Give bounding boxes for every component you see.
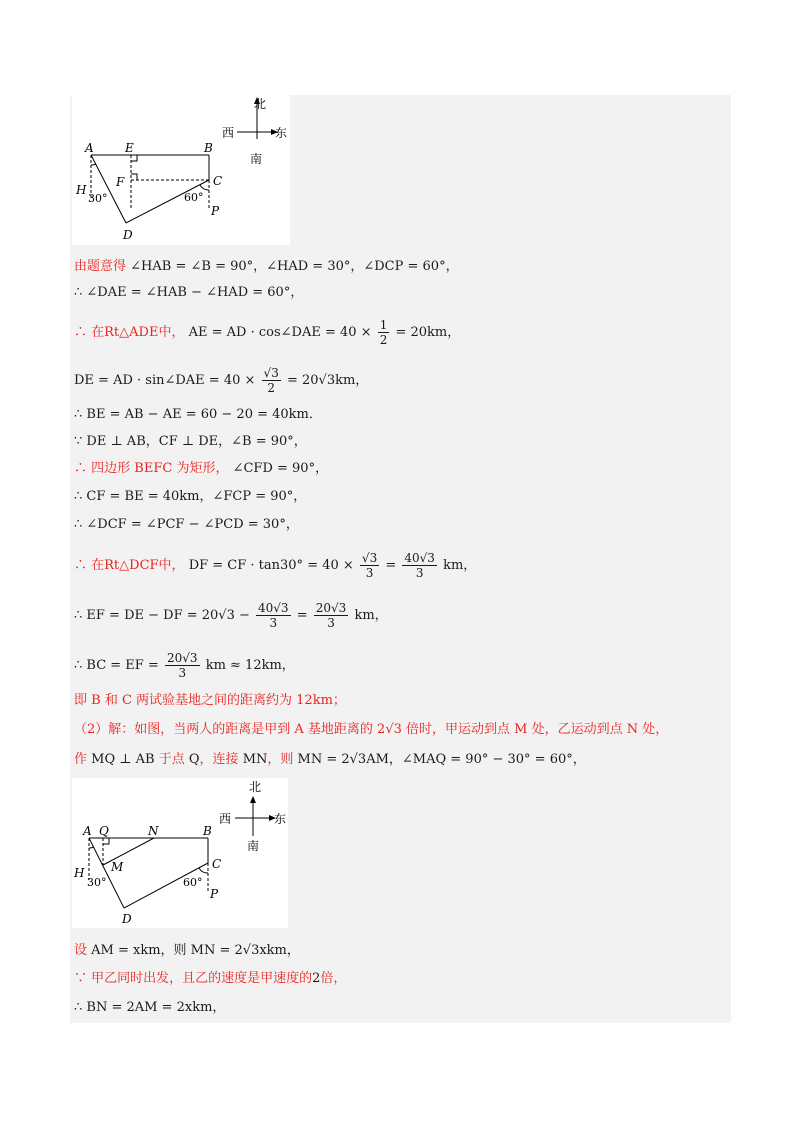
label-B: B — [203, 824, 212, 838]
label-M: M — [111, 860, 124, 874]
text-line-16 — [74, 942, 300, 960]
text-line-13: 即 B 和 C 两试验基地之间的距离约为 12km； — [74, 693, 346, 708]
geometry-figure-2 — [72, 778, 288, 928]
fraction-denominator: 3 — [327, 616, 335, 630]
label-C: C — [213, 174, 223, 188]
line-4-result: = 20√3km， — [286, 373, 369, 388]
angle-arc-C — [200, 185, 209, 190]
line-17-number: 2 — [312, 971, 321, 986]
geometry-figure-1 — [72, 95, 290, 245]
fraction-20root3-over-3 — [314, 601, 349, 630]
compass-east: 东 — [274, 812, 287, 826]
text-line-7 — [74, 460, 328, 478]
angle-label-30: 30° — [87, 876, 107, 889]
fraction-numerator: 40√3 — [258, 601, 289, 615]
compass-north: 北 — [254, 97, 267, 111]
right-angle-F — [131, 174, 137, 180]
fraction-numerator: 1 — [379, 318, 388, 332]
line-10-math: DF = CF · tan30° = 40 × — [188, 558, 354, 573]
text-line-8: ∴ CF = BE = 40km，∠FCP = 90°， — [74, 489, 307, 504]
fraction-denominator: 2 — [379, 333, 388, 347]
compass-west: 西 — [222, 126, 235, 140]
line-1-math: ∠HAB = ∠B = 90°，∠HAD = 30°，∠DCP = 60°， — [130, 259, 459, 274]
fraction-numerator: 20√3 — [166, 651, 198, 665]
line-3-result: = 20km， — [395, 325, 461, 340]
label-H: H — [74, 866, 85, 880]
right-angle-E — [131, 155, 137, 161]
line-7-math: ∠CFD = 90°， — [232, 461, 329, 476]
text-line-11 — [74, 601, 388, 630]
text-line-10 — [74, 551, 476, 580]
text-line-3 — [74, 318, 460, 347]
fraction-40root3-over-3 — [402, 551, 437, 580]
text-line-14: （2）解：如图，当两人的距离是甲到 A 基地距离的 2√3 倍时，甲运动到点 M 处，乙运动到点 N 处， — [74, 722, 669, 737]
fraction-denominator: 3 — [415, 566, 424, 580]
fraction-40root3-over-3 — [256, 601, 291, 630]
fraction-one-half — [378, 318, 390, 347]
line-15-f: MN — [242, 752, 268, 767]
line-15-e: ，连接 — [199, 752, 239, 767]
text-line-5: ∴ BE = AB − AE = 60 − 20 = 40km． — [74, 407, 322, 422]
text-line-9: ∴ ∠DCF = ∠PCF − ∠PCD = 30°， — [74, 517, 299, 532]
fraction-numerator: √3 — [361, 551, 378, 565]
right-angle-Q — [103, 838, 109, 844]
line-10-prefix: ∴ 在 — [74, 558, 105, 573]
label-B: B — [204, 141, 213, 155]
label-H: H — [76, 183, 87, 197]
line-7-prefix: ∴ 四边形 — [74, 461, 131, 476]
line-1-prefix: 由题意得 — [74, 259, 127, 274]
label-P: P — [210, 887, 219, 901]
label-A: A — [83, 824, 92, 838]
compass-east: 东 — [275, 126, 288, 140]
line-15-b: MQ ⊥ AB — [91, 752, 155, 767]
fraction-20root3-over-3 — [165, 651, 200, 680]
text-line-15 — [74, 751, 586, 769]
fraction-numerator: 40√3 — [404, 551, 435, 565]
label-D: D — [122, 912, 132, 926]
line-11-unit: km， — [354, 608, 388, 623]
line-10-middle: 中， — [158, 558, 185, 573]
line-4-math: DE = AD · sin∠DAE = 40 × — [74, 373, 256, 388]
line-12-result: km ≈ 12km， — [205, 658, 295, 673]
compass-south: 南 — [247, 839, 260, 853]
north-arrow-icon — [250, 796, 256, 803]
fraction-numerator: √3 — [263, 366, 279, 380]
label-N: N — [148, 824, 159, 838]
figure-1-svg — [72, 95, 290, 245]
line-7-middle: 为矩形， — [176, 461, 229, 476]
line-7-shape: BEFC — [134, 461, 173, 476]
fraction-denominator: 2 — [267, 381, 275, 395]
compass-south: 南 — [250, 152, 263, 166]
equals-sign: = — [385, 558, 397, 573]
angle-arc-C — [199, 868, 208, 873]
compass-west: 西 — [219, 812, 232, 826]
label-F: F — [116, 175, 125, 189]
angle-arc-A — [91, 164, 96, 165]
line-16-prefix: 设 — [74, 943, 88, 958]
angle-label-60: 60° — [184, 191, 204, 204]
line-15-c: 于点 — [158, 752, 185, 767]
label-D: D — [123, 228, 133, 242]
segment-AD — [91, 155, 126, 223]
text-line-2: ∴ ∠DAE = ∠HAB − ∠HAD = 60°， — [74, 285, 304, 300]
line-10-unit: km， — [443, 558, 477, 573]
equals-sign: = — [296, 608, 308, 623]
angle-label-60: 60° — [183, 876, 203, 889]
angle-arc-A — [89, 847, 94, 848]
line-11-math: ∴ EF = DE − DF = 20√3 − — [74, 608, 250, 623]
line-3-prefix: ∴ 在 — [74, 325, 105, 340]
line-16-math: AM = xkm，则 MN = 2√3xkm， — [91, 943, 300, 958]
figure-2-svg — [72, 778, 288, 928]
line-15-h: MN = 2√3AM，∠MAQ = 90° − 30° = 60°， — [297, 752, 586, 767]
text-line-12 — [74, 651, 295, 680]
angle-label-30: 30° — [88, 192, 108, 205]
text-line-17 — [74, 970, 346, 988]
line-17-suffix: 倍， — [320, 971, 347, 986]
line-10-triangle: Rt△DCF — [104, 558, 159, 573]
text-line-18: ∴ BN = 2AM = 2xkm， — [74, 1000, 226, 1015]
line-15-a: 作 — [74, 752, 88, 767]
line-17-text: ∵ 甲乙同时出发，且乙的速度是甲速度的 — [74, 971, 313, 986]
text-line-1 — [74, 258, 459, 276]
label-A: A — [85, 141, 94, 155]
fraction-root3-over-2 — [262, 366, 281, 395]
line-12-math: ∴ BC = EF = — [74, 658, 159, 673]
text-line-4 — [74, 366, 368, 395]
text-line-6: ∵ DE ⊥ AB，CF ⊥ DE，∠B = 90°， — [74, 434, 307, 449]
compass-north: 北 — [249, 780, 262, 794]
fraction-numerator: 20√3 — [315, 601, 347, 615]
fraction-denominator: 3 — [269, 616, 278, 630]
fraction-root3-over-3 — [360, 551, 379, 580]
line-15-g: ，则 — [267, 752, 294, 767]
label-E: E — [125, 141, 134, 155]
line-15-d: Q — [188, 752, 200, 767]
label-Q: Q — [99, 824, 109, 838]
line-3-triangle: Rt△ADE — [104, 325, 159, 340]
label-P: P — [211, 204, 220, 218]
line-3-middle: 中， — [158, 325, 185, 340]
line-3-math: AE = AD · cos∠DAE = 40 × — [188, 325, 372, 340]
fraction-denominator: 3 — [178, 666, 187, 680]
label-C: C — [212, 857, 222, 871]
fraction-denominator: 3 — [365, 566, 374, 580]
